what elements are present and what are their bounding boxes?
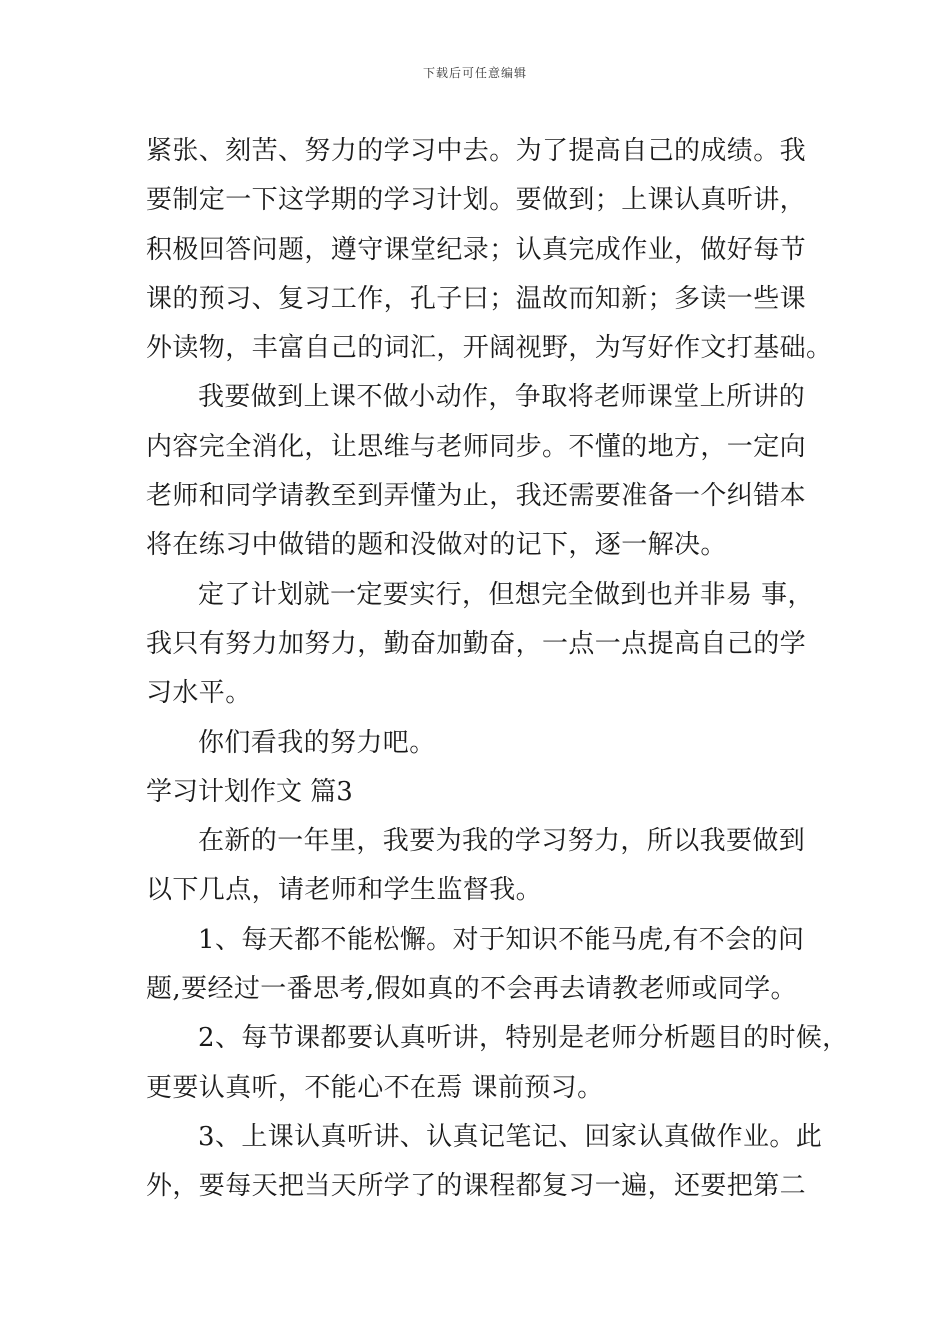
text-line: 更要认真听，不能心不在焉 课前预习。	[146, 1072, 604, 1103]
text-line: 1、每天都不能松懈。对于知识不能马虎,有不会的问	[198, 924, 805, 955]
text-line: 老师和同学请教至到弄懂为止，我还需要准备一个纠错本	[146, 481, 807, 512]
text-line: 积极回答问题，遵守课堂纪录；认真完成作业，做好每节	[146, 234, 807, 265]
text-line: 你们看我的努力吧。	[198, 727, 436, 758]
section-heading: 学习计划作文 篇3	[146, 776, 353, 807]
text-line: 题,要经过一番思考,假如真的不会再去请教老师或同学。	[146, 974, 797, 1005]
text-line: 紧张、刻苦、努力的学习中去。为了提高自己的成绩。我	[146, 136, 807, 166]
text-line: 在新的一年里，我要为我的学习努力，所以我要做到	[198, 826, 806, 857]
text-line: 3、上课认真听讲、认真记笔记、回家认真做作业。此	[198, 1121, 823, 1152]
text-line: 2、每节课都要认真听讲，特别是老师分析题目的时候，	[198, 1023, 849, 1054]
text-line: 将在练习中做错的题和没做对的记下，逐一解决。	[146, 530, 727, 561]
text-line: 外读物，丰富自己的词汇，开阔视野，为写好作文打基础。	[146, 333, 833, 364]
page-header-note: 下载后可任意编辑	[422, 66, 527, 80]
text-line: 外，要每天把当天所学了的课程都复习一遍，还要把第二	[146, 1171, 807, 1202]
text-line: 我只有努力加努力，勤奋加勤奋，一点一点提高自己的学	[146, 628, 807, 659]
text-line: 定了计划就一定要实行，但想完全做到也并非易 事，	[198, 579, 814, 610]
text-line: 课的预习、复习工作，孔子曰；温故而知新；多读一些课	[146, 283, 807, 314]
text-line: 我要做到上课不做小动作，争取将老师课堂上所讲的	[198, 382, 806, 413]
text-line: 内容完全消化，让思维与老师同步。不懂的地方，一定向	[146, 431, 807, 462]
text-line: 以下几点，请老师和学生监督我。	[146, 875, 543, 906]
text-line: 习水平。	[146, 678, 252, 709]
text-line: 要制定一下这学期的学习计划。要做到；上课认真听讲，	[146, 185, 807, 216]
document-body	[146, 127, 849, 1212]
